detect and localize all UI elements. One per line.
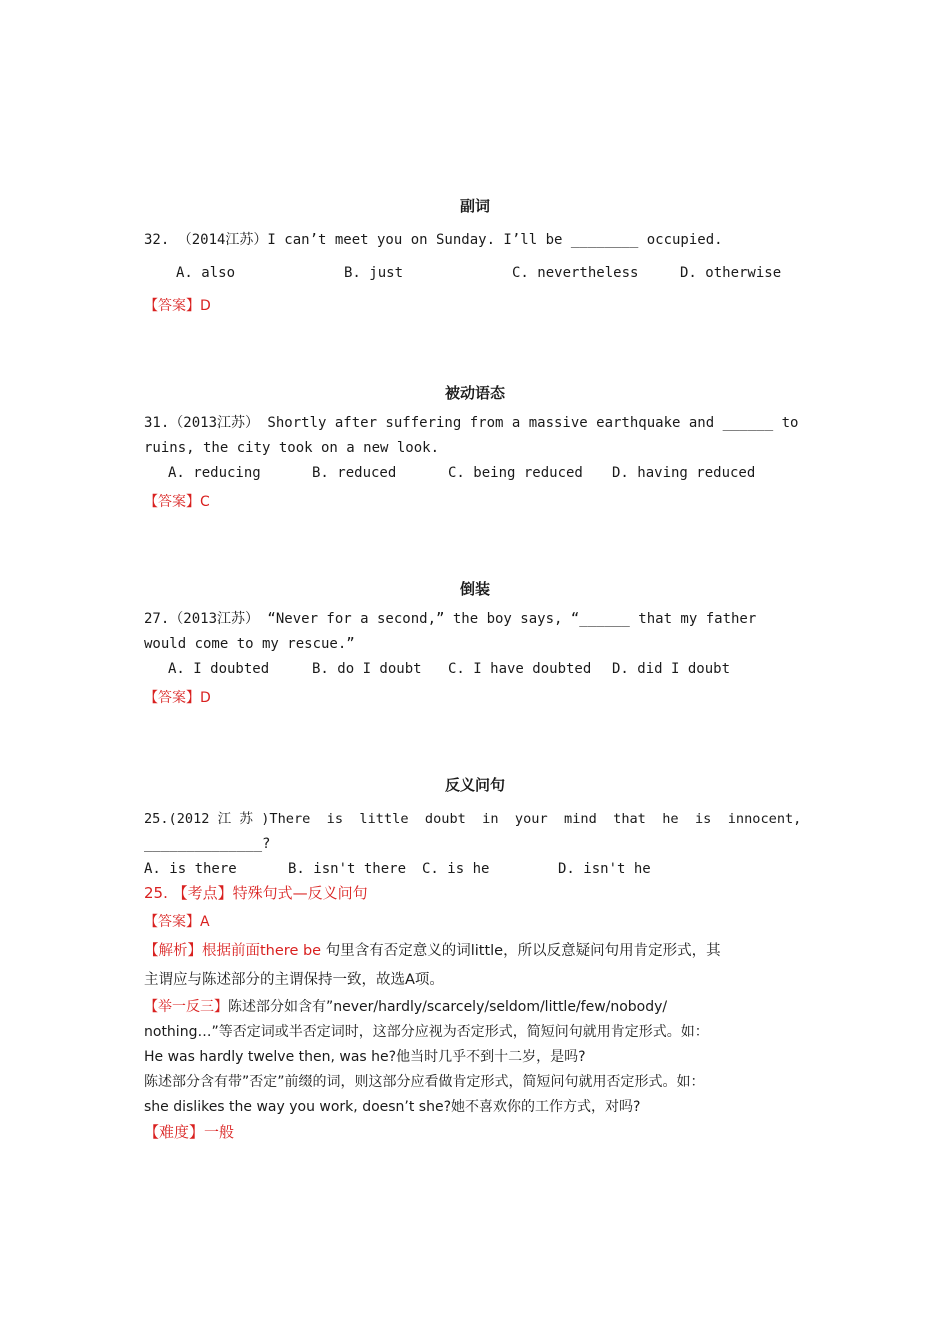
option-d: D. did I doubt: [612, 661, 731, 677]
option-d: D. isn't he: [558, 861, 651, 877]
question-stem-line2: ruins, the city took on a new look.: [144, 440, 440, 456]
question-stem-line2: would come to my rescue.”: [144, 636, 355, 652]
kaodian: 25. 【考点】特殊句式—反义问句: [144, 884, 368, 902]
option-b: B. reduced: [312, 465, 397, 481]
option-a: A. is there: [144, 861, 237, 877]
juyi-label: 【举一反三】: [144, 999, 228, 1015]
juyi-text: 陈述部分如含有”never/hardly/scarcely/seldom/little/few/nobody/: [228, 999, 668, 1015]
juyi-line4: 陈述部分含有带”否定”前缀的词，则这部分应看做肯定形式，简短问句就用否定形式。如：: [144, 1074, 705, 1090]
juyi-line3: He was hardly twelve then, was he?他当时几乎不到十二岁，是吗?: [144, 1049, 586, 1065]
option-a: A. reducing: [168, 465, 261, 481]
difficulty: 【难度】一般: [144, 1123, 235, 1141]
option-c: C. is he: [422, 861, 490, 877]
question-stem: 32. （2014江苏）I can’t meet you on Sunday. I’ll be ________ occupied.: [144, 232, 723, 248]
answer: 【答案】D: [144, 690, 211, 706]
option-d: D. having reduced: [612, 465, 756, 481]
section-heading-adverb: 副词: [459, 197, 490, 215]
question-stem-line1: 25.(2012 江 苏 )There is little doubt in your mind that he is innocent,: [144, 811, 802, 827]
question-stem-line1: 27.（2013江苏） “Never for a second,” the boy says, “______ that my father: [144, 611, 757, 627]
option-a: A. also: [176, 265, 236, 281]
option-c: C. I have doubted: [448, 661, 592, 677]
option-b: B. isn't there: [288, 861, 407, 877]
jiexi-text: 句里含有否定意义的词little，所以反意疑问句用肯定形式，其: [321, 943, 721, 959]
juyi-line2: nothing…”等否定词或半否定词时，这部分应视为否定形式，简短问句就用肯定形式。如：: [144, 1024, 709, 1040]
option-b: B. just: [344, 265, 404, 281]
jiexi-line1: [144, 941, 721, 961]
jiexi-label: 【解析】根据前面there be: [144, 943, 322, 959]
option-d: D. otherwise: [680, 265, 782, 281]
answer: 【答案】D: [144, 298, 211, 314]
jiexi-line2: 主谓应与陈述部分的主谓保持一致，故选A项。: [144, 972, 444, 988]
answer: 【答案】A: [144, 914, 210, 930]
section-heading-passive: 被动语态: [444, 384, 505, 402]
option-b: B. do I doubt: [312, 661, 422, 677]
question-stem-line2: ______________?: [144, 836, 271, 852]
section-heading-inversion: 倒装: [459, 580, 490, 598]
section-heading-tag-question: 反义问句: [444, 776, 505, 794]
question-stem-line1: 31.（2013江苏） Shortly after suffering from a massive earthquake and ______ to: [144, 415, 799, 431]
juyi-line5: she dislikes the way you work, doesn’t she?她不喜欢你的工作方式，对吗?: [144, 1099, 641, 1115]
juyi-line1: [144, 997, 667, 1017]
answer: 【答案】C: [144, 494, 210, 510]
option-c: C. nevertheless: [512, 265, 639, 281]
option-c: C. being reduced: [448, 465, 583, 481]
option-a: A. I doubted: [168, 661, 270, 677]
